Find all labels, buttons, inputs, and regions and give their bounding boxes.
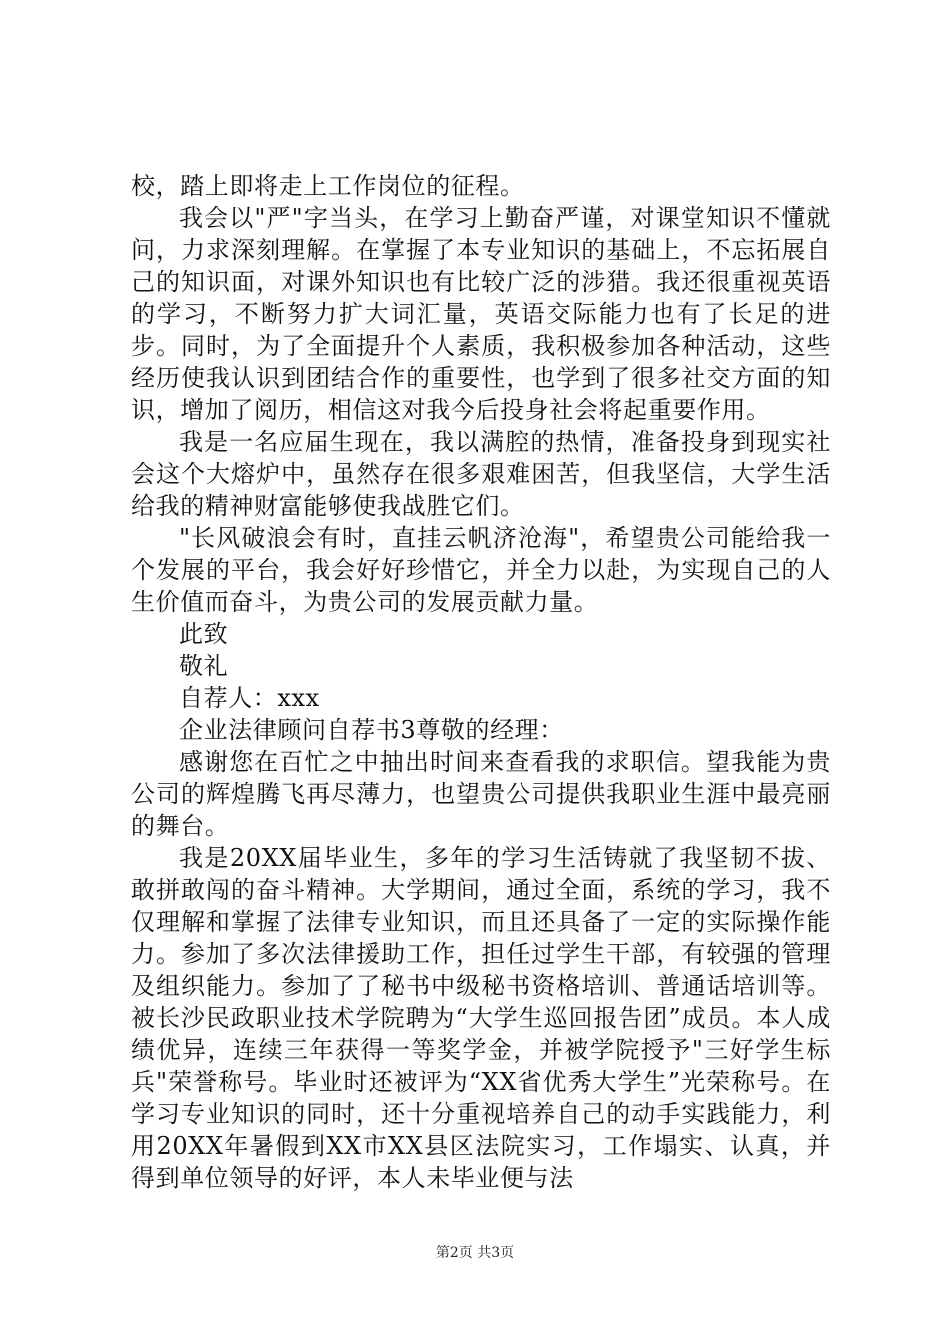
- section-heading: 企业法律顾问自荐书3尊敬的经理：: [179, 716, 564, 744]
- paragraph-2: 我会以"严"字当头，在学习上勤奋严谨，对课堂知识不懂就问，力求深刻理解。在掌握了本专业知识的基础上，不忘拓展自己的知识面，对课外知识也有比较广泛的涉猎。我还很重视英语的学习，不断努力扩大词汇量，英语交际能力也有了长足的进步。同时，为了全面提升个人素质，我积极参加各种活动，这些经历使我认识到团结合作的重要性，也学到了很多社交方面的知识，增加了阅历，相信这对我今后投身社会将起重要作用。: [131, 204, 831, 424]
- document-body: [131, 170, 831, 1194]
- paragraph-1: 校，踏上即将走上工作岗位的征程。: [131, 172, 525, 200]
- closing-regards: 敬礼: [179, 652, 229, 680]
- paragraph-background: 我是20XX届毕业生，多年的学习生活铸就了我坚韧不拔、敢拼敢闯的奋斗精神。大学期间，通过全面，系统的学习，我不仅理解和掌握了法律专业知识，而且还具备了一定的实际操作能力。参加了多次法律援助工作，担任过学生干部，有较强的管理及组织能力。参加了了秘书中级秘书资格培训、普通话培训等。被长沙民政职业技术学院聘为“大学生巡回报告团”成员。本人成绩优异，连续三年获得一等奖学金，并被学院授予"三好学生标兵"荣誉称号。毕业时还被评为“XX省优秀大学生”光荣称号。在学习专业知识的同时，还十分重视培养自己的动手实践能力，利用20XX年暑假到XX市XX县区法院实习，工作塌实、认真，并得到单位领导的好评，本人未毕业便与法: [131, 844, 831, 1192]
- paragraph-4: "长风破浪会有时，直挂云帆济沧海"，希望贵公司能给我一个发展的平台，我会好好珍惜它，并全力以赴，为实现自己的人生价值而奋斗，为贵公司的发展贡献力量。: [131, 524, 831, 616]
- paragraph-3: 我是一名应届生现在，我以满腔的热情，准备投身到现实社会这个大熔炉中，虽然存在很多艰难困苦，但我坚信，大学生活给我的精神财富能够使我战胜它们。: [131, 428, 831, 520]
- closing-salutation: 此致: [179, 620, 229, 648]
- page-number-footer: 第2页 共3页: [435, 1245, 515, 1261]
- signature-line: 自荐人：xxx: [179, 684, 320, 712]
- paragraph-thanks: 感谢您在百忙之中抽出时间来查看我的求职信。望我能为贵公司的辉煌腾飞再尽薄力，也望贵公司提供我职业生涯中最亮丽的舞台。: [131, 748, 831, 840]
